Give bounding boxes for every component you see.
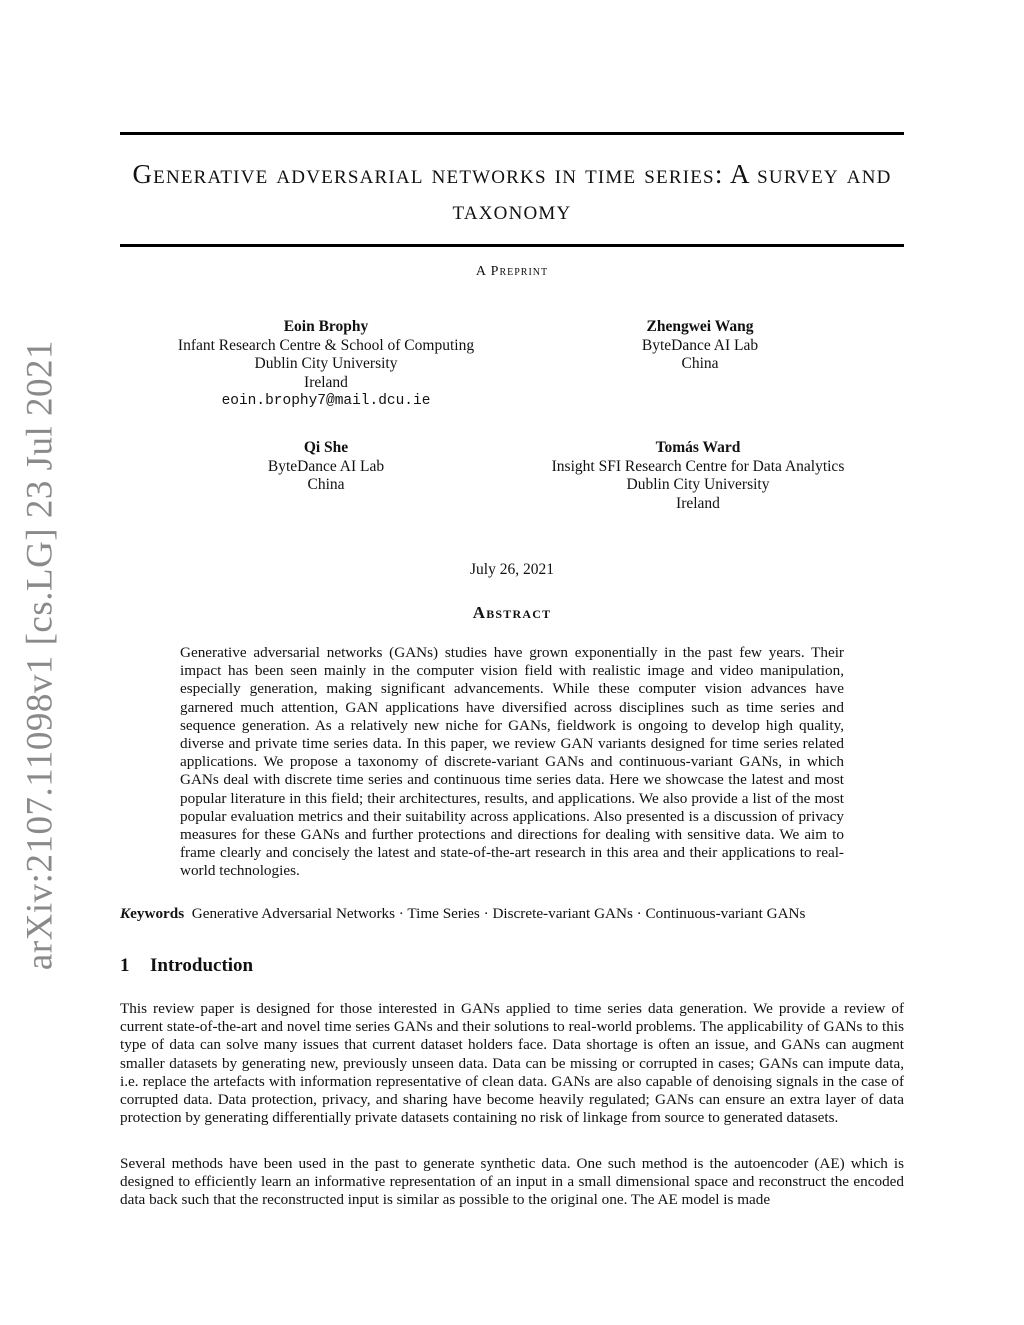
preprint-label: A Preprint	[475, 264, 549, 279]
author-affiliation: China	[307, 476, 345, 493]
author-block-ward	[520, 439, 876, 513]
author-block-she	[200, 439, 452, 495]
abstract-text: Generative adversarial networks (GANs) studies have grown exponentially in the past few years. Their impact has been seen mainly in the computer vision field with realistic image and video manipulation, especially generation, making significant advancements. While these computer vision advances have garnered much attention, GAN applications have diversified across disciplines such as time series and sequence generation. As a relatively new niche for GANs, fieldwork is ongoing to develop high quality, diverse and private time series data. In this paper, we review GAN variants designed for time series related applications. We propose a taxonomy of discrete-variant GANs and continuous-variant GANs, in which GANs deal with discrete time series and continuous time series data. Here we showcase the latest and most popular literature in this field; their architectures, results, and applications. We also provide a list of the most popular evaluation metrics and their suitability across applications. Also presented is a discussion of privacy measures for these GANs and further protections and directions for dealing with sensitive data. We aim to frame clearly and concisely the latest and state-of-the-art research in this area and their applications to real-world technologies.	[180, 644, 844, 880]
section-title: Introduction	[150, 955, 254, 976]
keywords-list: Generative Adversarial Networks · Time Series · Discrete-variant GANs · Continuous-variant GANs	[191, 905, 806, 922]
author-name: Qi She	[303, 439, 349, 456]
body-paragraph: This review paper is designed for those interested in GANs applied to time series data generation. We provide a review of current state-of-the-art and novel time series GANs and their solutions to real-world problems. The applicability of GANs to this type of data can solve many issues that current dataset holders face. Data shortage is often an issue, and GANs can augment smaller datasets by generating new, previously unseen data. Data can be missing or corrupted in cases; GANs can impute data, i.e. replace the artefacts with information representative of clean data. GANs are also capable of denoising signals in the case of corrupted data. Data protection, privacy, and sharing have become heavily regulated; GANs can ensure an extra layer of data protection by generating differentially private datasets containing no risk of linkage from source to generated datasets.	[120, 1000, 904, 1127]
keywords-line	[120, 905, 904, 923]
author-affiliation: China	[681, 355, 719, 372]
author-affiliation: ByteDance AI Lab	[641, 336, 759, 354]
author-block-wang	[560, 318, 840, 374]
arxiv-side-stamp	[10, 339, 70, 971]
author-email[interactable]: eoin.brophy7@mail.dcu.ie	[221, 393, 431, 409]
author-affiliation: Dublin City University	[626, 476, 770, 493]
author-block-brophy	[160, 318, 492, 411]
title-top-rule	[120, 132, 904, 135]
keywords-label: Keywords	[120, 905, 185, 922]
abstract-heading: Abstract	[472, 603, 552, 622]
author-affiliation: Ireland	[676, 494, 720, 512]
paper-date: July 26, 2021	[470, 561, 554, 578]
author-affiliation: Dublin City University	[254, 355, 398, 372]
author-affiliation: ByteDance AI Lab	[267, 457, 385, 475]
arxiv-id-text: arXiv:2107.11098v1 [cs.LG] 23 Jul 2021	[19, 339, 61, 971]
author-affiliation: Ireland	[304, 373, 348, 391]
title-bottom-rule	[120, 244, 904, 247]
author-name: Tomás Ward	[655, 439, 741, 456]
author-affiliation: Insight SFI Research Centre for Data Analytics	[551, 457, 845, 475]
author-name: Eoin Brophy	[283, 318, 369, 335]
section-number: 1	[120, 955, 130, 976]
paper-title: Generative adversarial networks in time series: A survey and taxonomy	[132, 159, 892, 225]
section-heading-introduction	[120, 955, 253, 977]
author-name: Zhengwei Wang	[646, 318, 754, 335]
body-paragraph: Several methods have been used in the past to generate synthetic data. One such method is the autoencoder (AE) which is designed to efficiently learn an informative representation of an input in a small dimensional space and reconstruct the encoded data back such that the reconstructed input is similar as possible to the original one. The AE model is made	[120, 1155, 904, 1209]
author-affiliation: Infant Research Centre & School of Computing	[177, 336, 475, 354]
